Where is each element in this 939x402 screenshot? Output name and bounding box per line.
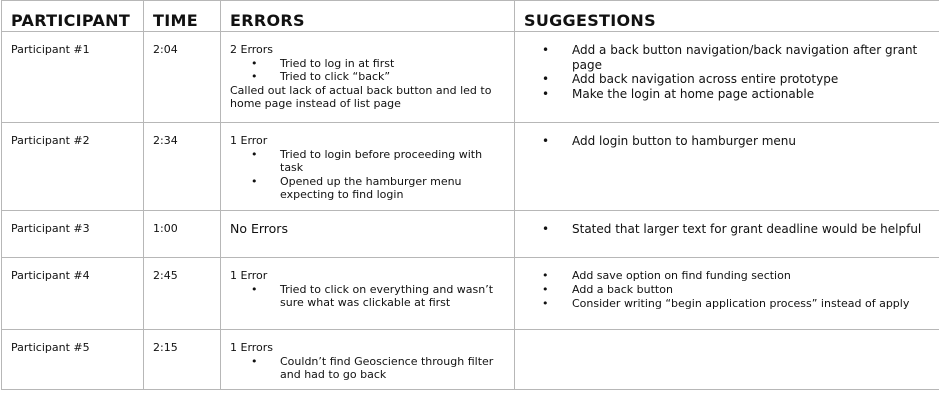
error-title: 1 Error (230, 134, 268, 147)
time-cell (144, 32, 221, 123)
header-suggestions: SUGGESTIONS (515, 1, 939, 32)
participant-cell (2, 32, 144, 123)
suggestion-item: • Add a back button navigation/back navigation after grant page (524, 43, 930, 72)
table-row (2, 258, 939, 330)
participant-cell (2, 211, 144, 258)
suggestions-cell (515, 211, 939, 258)
error-title: 2 Errors (230, 43, 274, 56)
error-note: Called out lack of actual back button and led to home page instead of list page (230, 83, 492, 110)
time-cell (144, 211, 221, 258)
suggestions-cell (515, 330, 939, 390)
suggestion-item: • Add back navigation across entire prototype (524, 72, 930, 87)
error-item: • Tried to log in at first (230, 57, 505, 71)
error-list (230, 57, 505, 84)
suggestion-list (524, 134, 930, 149)
error-item: • Tried to login before proceeding with task (230, 148, 505, 175)
table-row (2, 330, 939, 390)
error-item: • Tried to click on everything and wasn’t sure what was clickable at first (230, 283, 505, 310)
error-title: 1 Errors (230, 341, 274, 354)
suggestion-list (524, 43, 930, 101)
participant-name: Participant #1 (11, 43, 90, 56)
usability-results-table (1, 0, 939, 390)
suggestion-item: • Stated that larger text for grant deadline would be helpful (524, 222, 930, 237)
participant-name: Participant #5 (11, 341, 90, 354)
error-item: • Opened up the hamburger menu expecting to find login (230, 175, 505, 202)
suggestion-item: • Consider writing “begin application process” instead of apply (524, 297, 930, 311)
participant-cell (2, 330, 144, 390)
errors-cell (221, 258, 515, 330)
suggestion-item: • Add login button to hamburger menu (524, 134, 930, 149)
suggestion-list (524, 269, 930, 311)
error-item: • Tried to click “back” (230, 70, 505, 84)
suggestion-item: • Add save option on find funding section (524, 269, 930, 283)
suggestions-cell (515, 32, 939, 123)
time-cell (144, 258, 221, 330)
time-value: 2:34 (153, 134, 178, 147)
time-value: 2:45 (153, 269, 178, 282)
suggestions-cell (515, 123, 939, 211)
suggestion-list (524, 222, 930, 237)
errors-cell (221, 211, 515, 258)
error-list (230, 355, 505, 382)
time-cell (144, 330, 221, 390)
suggestions-cell (515, 258, 939, 330)
error-title: No Errors (230, 221, 288, 236)
errors-cell (221, 32, 515, 123)
participant-cell (2, 258, 144, 330)
participant-name: Participant #3 (11, 222, 90, 235)
participant-name: Participant #4 (11, 269, 90, 282)
time-cell (144, 123, 221, 211)
time-value: 2:15 (153, 341, 178, 354)
time-value: 2:04 (153, 43, 178, 56)
suggestion-item: • Make the login at home page actionable (524, 87, 930, 102)
participant-cell (2, 123, 144, 211)
error-list (230, 283, 505, 310)
table-row (2, 211, 939, 258)
header-participant: PARTICIPANT (2, 1, 144, 32)
error-item: • Couldn’t find Geoscience through filter and had to go back (230, 355, 505, 382)
table-row (2, 123, 939, 211)
errors-cell (221, 123, 515, 211)
header-errors: ERRORS (221, 1, 515, 32)
time-value: 1:00 (153, 222, 178, 235)
error-list (230, 148, 505, 202)
suggestion-item: • Add a back button (524, 283, 930, 297)
errors-cell (221, 330, 515, 390)
participant-name: Participant #2 (11, 134, 90, 147)
header-row (2, 1, 939, 32)
error-title: 1 Error (230, 269, 268, 282)
header-time: TIME (144, 1, 221, 32)
table-row (2, 32, 939, 123)
